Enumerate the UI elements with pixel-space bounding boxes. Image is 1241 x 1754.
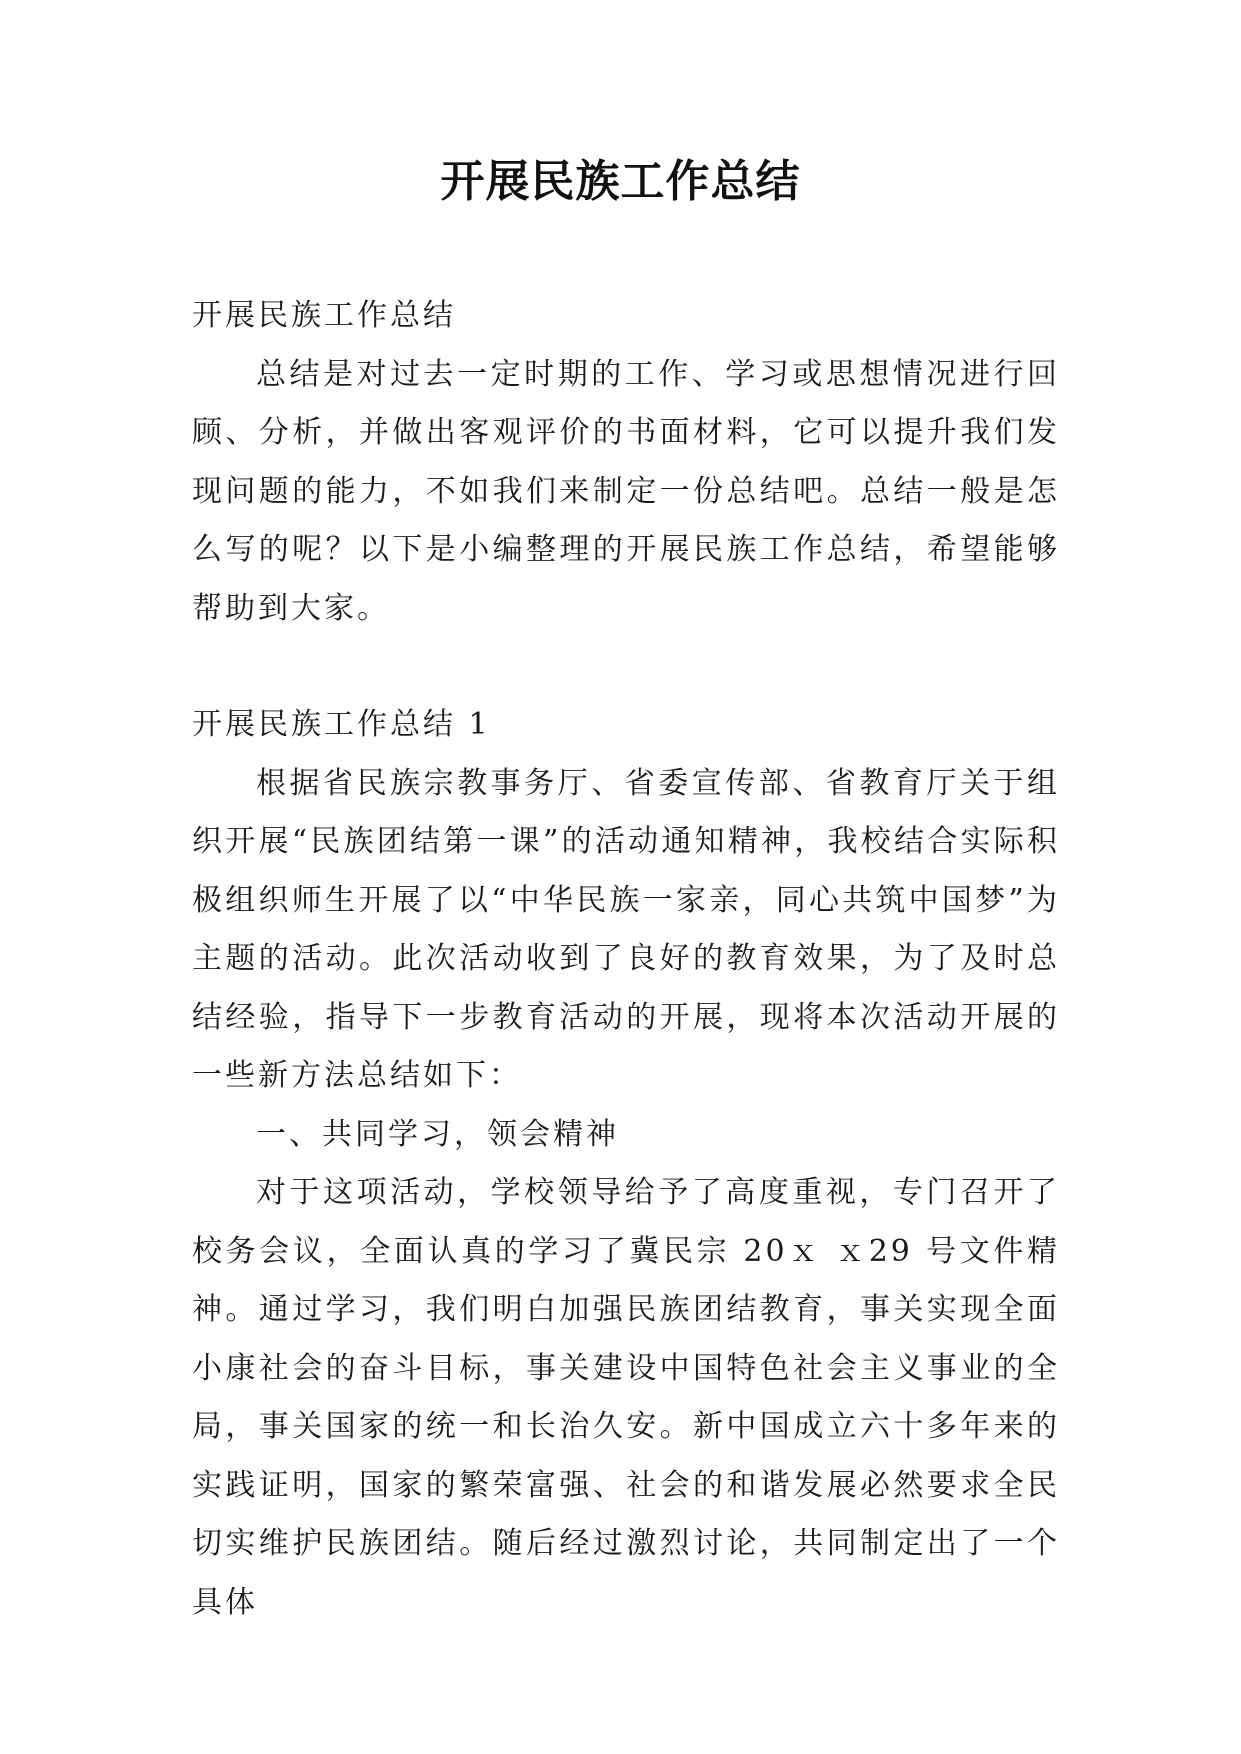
section1-heading: 开展民族工作总结 1 — [192, 707, 491, 742]
subheading-1: 一、共同学习，领会精神 — [256, 1116, 619, 1152]
document-title: 开展民族工作总结 — [440, 156, 801, 207]
intro-paragraph: 总结是对过去一定时期的工作、学习或思想情况进行回顾、分析，并做出客观评价的书面材料，它可以提升我们发现问题的能力，不如我们来制定一份总结吧。总结一般是怎么写的呢？以下是小编整理的开展民族工作总结，希望能够帮助到大家。 — [192, 356, 1060, 626]
document-body — [192, 287, 1060, 1632]
intro-heading: 开展民族工作总结 — [192, 298, 456, 333]
section-spacer — [192, 638, 1060, 696]
section1-paragraph-2: 对于这项活动，学校领导给予了高度重视，专门召开了校务会议，全面认真的学习了冀民宗 20ｘ ｘ29 号文件精神。通过学习，我们明白加强民族团结教育，事关实现全面小康社会的奋斗目标，事关建设中国特色社会主义事业的全局，事关国家的统一和长治久安。新中国成立六十多年来的实践证明，国家的繁荣富强、社会的和谐发展必然要求全民切实维护民族团结。随后经过激烈讨论，共同制定出了一个具体 — [192, 1175, 1060, 1620]
section1-paragraph-1: 根据省民族宗教事务厅、省委宣传部、省教育厅关于组织开展“民族团结第一课”的活动通知精神，我校结合实际积极组织师生开展了以“中华民族一家亲，同心共筑中国梦”为主题的活动。此次活动收到了良好的教育效果，为了及时总结经验，指导下一步教育活动的开展，现将本次活动开展的一些新方法总结如下： — [192, 765, 1060, 1093]
